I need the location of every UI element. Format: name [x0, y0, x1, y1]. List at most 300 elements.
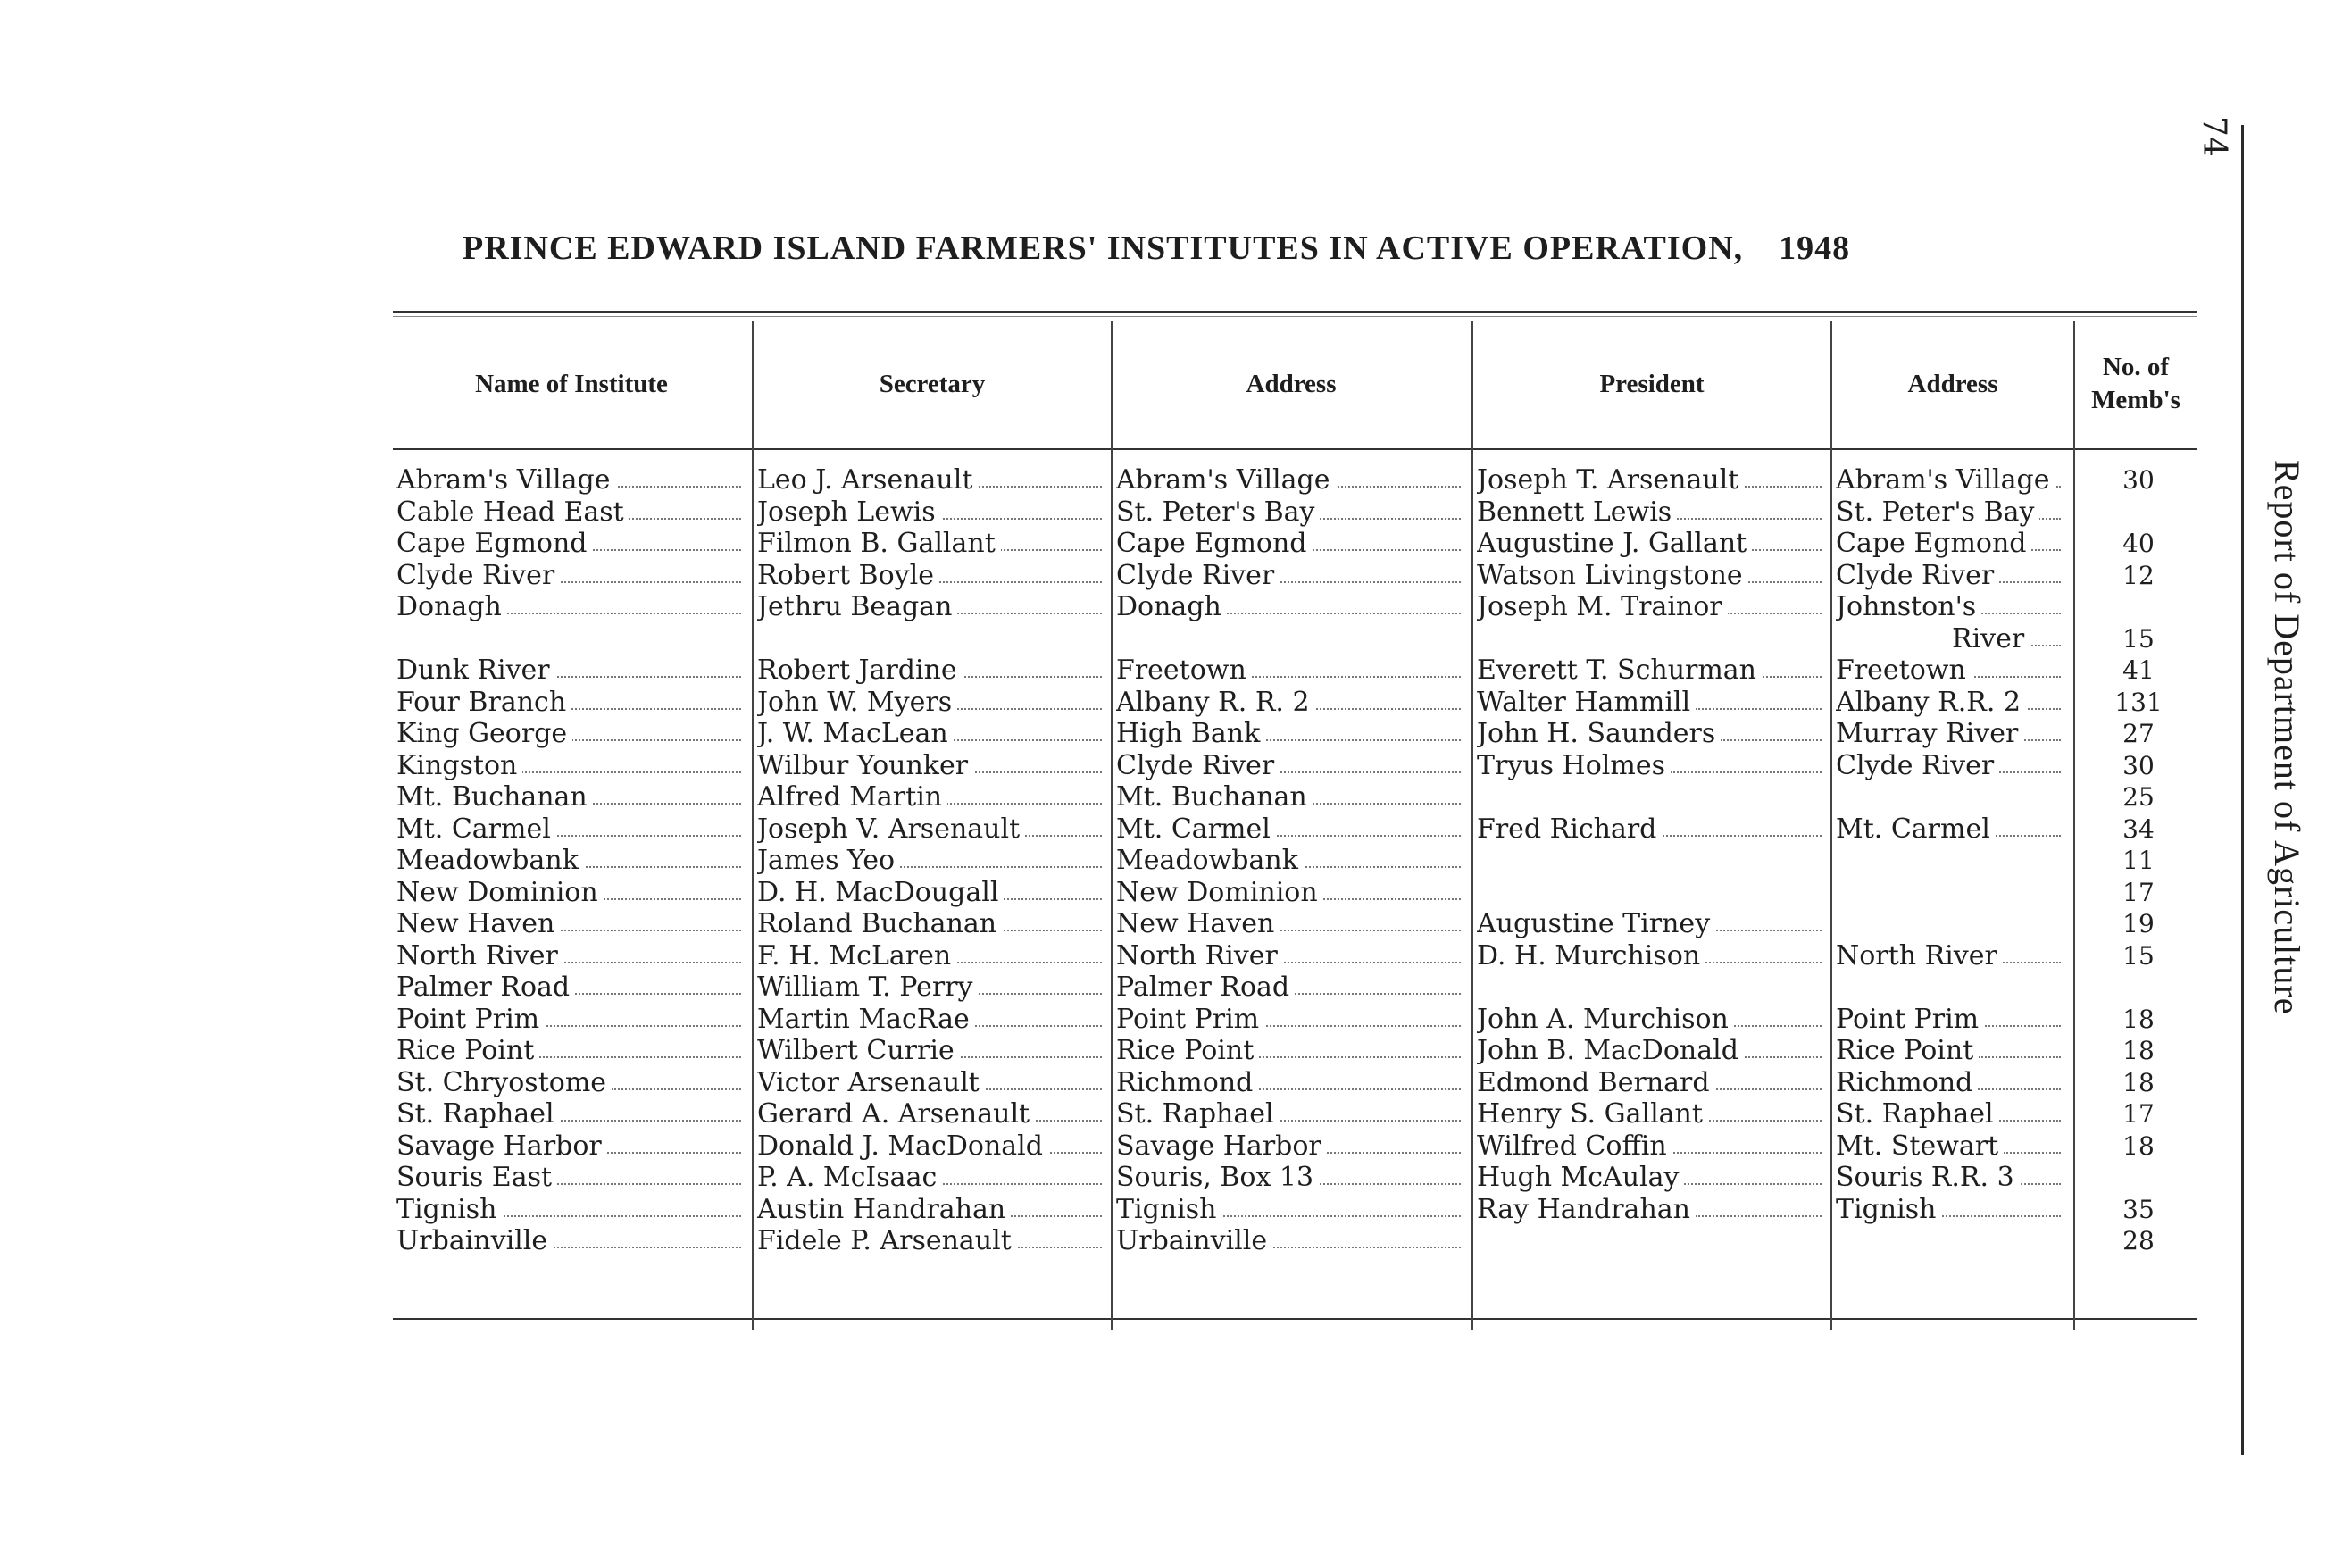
cell-address	[1116, 908, 1466, 940]
table-row	[393, 591, 2197, 655]
cell-secretary	[757, 1225, 1107, 1257]
cell-secretary-text: Austin Handrahan	[757, 1194, 1011, 1225]
cell-institute-text: Souris East	[396, 1162, 557, 1193]
cell-president-address	[1836, 1225, 2066, 1257]
cell-secretary	[757, 1162, 1107, 1194]
cell-secretary	[757, 591, 1107, 623]
cell-institute	[396, 908, 746, 940]
cell-institute	[396, 940, 746, 972]
cell-address-text: Albany R. R. 2	[1116, 687, 1315, 718]
cell-president-text: D. H. Murchison	[1477, 940, 1705, 972]
table-row	[393, 1162, 2197, 1194]
cell-president	[1477, 813, 1827, 846]
cell-address	[1116, 1194, 1466, 1226]
cell-institute-text: Dunk River	[396, 655, 555, 686]
cell-president	[1477, 940, 1827, 972]
cell-president-text: Joseph M. Trainor	[1477, 591, 1728, 622]
cell-secretary	[757, 845, 1107, 877]
cell-address-text: Clyde River	[1116, 750, 1280, 781]
cell-president-address	[1836, 1035, 2066, 1067]
cell-president	[1477, 1130, 1827, 1163]
cell-secretary-text: Wilbert Currie	[757, 1035, 960, 1066]
table-row	[393, 1194, 2197, 1226]
cell-secretary-text: William T. Perry	[757, 972, 978, 1003]
cell-institute-text: Abram's Village	[396, 464, 616, 496]
cell-address-text: Clyde River	[1116, 560, 1280, 591]
cell-secretary	[757, 1098, 1107, 1130]
table-row	[393, 496, 2197, 529]
header-secretary: Secretary	[879, 369, 986, 398]
cell-address	[1116, 1225, 1466, 1257]
cell-president-text	[1477, 1225, 1482, 1256]
cell-president-address	[1836, 1067, 2066, 1099]
cell-president	[1477, 1067, 1827, 1099]
cell-president-address	[1836, 813, 2066, 846]
cell-members: 18	[2122, 1036, 2155, 1065]
cell-president-address-text: Abram's Village	[1836, 464, 2055, 496]
cell-institute	[396, 655, 746, 687]
cell-institute	[396, 845, 746, 877]
cell-institute-text: Tignish	[396, 1194, 502, 1225]
cell-president	[1477, 1194, 1827, 1226]
table-row	[393, 655, 2197, 687]
table-row	[393, 940, 2197, 972]
cell-president-address-text	[1836, 845, 1841, 876]
cell-secretary-text: Joseph Lewis	[757, 496, 941, 528]
cell-president-address-text: North River	[1836, 940, 2003, 972]
cell-address-text: Rice Point	[1116, 1035, 1259, 1066]
cell-institute	[396, 750, 746, 782]
cell-president-address-text: Johnston's	[1836, 591, 1981, 622]
page-title	[463, 229, 1850, 268]
cell-institute	[396, 1067, 746, 1099]
cell-president-address-text: Clyde River	[1836, 750, 1999, 781]
cell-members: 15	[2122, 623, 2155, 654]
cell-institute-text: Savage Harbor	[396, 1130, 607, 1162]
cell-institute-text: Clyde River	[396, 560, 560, 591]
cell-president	[1477, 1035, 1827, 1067]
side-caption: Report of Department of Agriculture	[2267, 460, 2307, 1015]
cell-president-text: Augustine J. Gallant	[1477, 528, 1752, 559]
cell-secretary-text: Jethru Beagan	[757, 591, 957, 622]
cell-president-text: Walter Hammill	[1477, 687, 1696, 718]
header-members: No. of Memb's	[2091, 353, 2180, 414]
table-row	[393, 528, 2197, 560]
cell-president-address-text: Murray River	[1836, 718, 2023, 749]
title-text: PRINCE EDWARD ISLAND FARMERS' INSTITUTES IN ACTIVE OPERATION,	[463, 229, 1744, 267]
cell-address-text: St. Peter's Bay	[1116, 496, 1320, 528]
cell-address-text: High Bank	[1116, 718, 1265, 749]
cell-president-address-text	[1836, 972, 1841, 1003]
cell-members: 28	[2122, 1226, 2155, 1255]
cell-address-text: Savage Harbor	[1116, 1130, 1327, 1162]
cell-institute	[396, 877, 746, 909]
cell-address	[1116, 940, 1466, 972]
cell-president	[1477, 687, 1827, 719]
cell-address	[1116, 750, 1466, 782]
cell-president	[1477, 845, 1827, 877]
table-row	[393, 1067, 2197, 1099]
cell-president-address	[1836, 940, 2066, 972]
cell-president-text: Joseph T. Arsenault	[1477, 464, 1744, 496]
cell-members: 19	[2122, 909, 2155, 938]
cell-secretary-text: Gerard A. Arsenault	[757, 1098, 1035, 1130]
cell-institute-text: New Haven	[396, 908, 560, 939]
cell-address	[1116, 1004, 1466, 1036]
cell-institute-text: Meadowbank	[396, 845, 584, 876]
cell-president-address	[1836, 687, 2066, 719]
cell-president-text: Fred Richard	[1477, 813, 1662, 845]
table-header	[393, 321, 2197, 446]
cell-members: 17	[2122, 1099, 2155, 1129]
cell-president-address	[1836, 750, 2066, 782]
cell-address	[1116, 781, 1466, 813]
cell-members: 27	[2122, 719, 2155, 748]
table-top-rule	[393, 311, 2197, 313]
cell-president-address	[1836, 655, 2066, 687]
cell-secretary	[757, 940, 1107, 972]
cell-address	[1116, 687, 1466, 719]
cell-president-text: Augustine Tirney	[1477, 908, 1715, 939]
cell-institute	[396, 781, 746, 813]
cell-president-text	[1477, 877, 1482, 908]
cell-president-address-text	[1836, 908, 1841, 939]
cell-secretary	[757, 496, 1107, 529]
cell-institute-text: Cape Egmond	[396, 528, 592, 559]
cell-address	[1116, 591, 1466, 623]
cell-president	[1477, 464, 1827, 496]
table-row	[393, 972, 2197, 1004]
cell-president-address-text: Cape Egmond	[1836, 528, 2031, 559]
cell-secretary-text: Joseph V. Arsenault	[757, 813, 1025, 845]
cell-institute-text: King George	[396, 718, 572, 749]
cell-president	[1477, 908, 1827, 940]
cell-address-text: New Haven	[1116, 908, 1280, 939]
cell-address-text: Souris, Box 13	[1116, 1162, 1319, 1193]
cell-address-text: Mt. Carmel	[1116, 813, 1276, 845]
cell-secretary	[757, 972, 1107, 1004]
cell-president	[1477, 560, 1827, 592]
header-president-address: Address	[1907, 369, 1998, 398]
cell-president-address-text: Mt. Carmel	[1836, 813, 1996, 845]
cell-institute-text: Palmer Road	[396, 972, 575, 1003]
cell-members: 18	[2122, 1130, 2155, 1161]
cell-secretary-text: Alfred Martin	[757, 781, 947, 813]
cell-president-address-text: Souris R.R. 3	[1836, 1162, 2020, 1193]
cell-institute	[396, 1004, 746, 1036]
cell-institute	[396, 687, 746, 719]
cell-secretary	[757, 1035, 1107, 1067]
cell-institute-text: Kingston	[396, 750, 522, 781]
table-row	[393, 908, 2197, 940]
header-institute: Name of Institute	[475, 369, 668, 398]
cell-secretary-text: Robert Jardine	[757, 655, 963, 686]
cell-institute-text: Mt. Carmel	[396, 813, 556, 845]
cell-institute	[396, 972, 746, 1004]
cell-members: 35	[2122, 1194, 2155, 1224]
cell-president-address	[1836, 1130, 2066, 1163]
cell-president-address	[1836, 1194, 2066, 1226]
cell-president-text	[1477, 845, 1482, 876]
cell-secretary-text: Roland Buchanan	[757, 908, 1002, 939]
cell-president-address	[1836, 1098, 2066, 1130]
cell-secretary-text: J. W. MacLean	[757, 718, 954, 749]
cell-president-text	[1477, 781, 1482, 813]
cell-institute	[396, 528, 746, 560]
cell-address-text: Palmer Road	[1116, 972, 1295, 1003]
cell-institute	[396, 813, 746, 846]
table-row	[393, 813, 2197, 846]
cell-president-address-text: Tignish	[1836, 1194, 1941, 1225]
cell-institute-text: New Dominion	[396, 877, 604, 908]
table-row	[393, 687, 2197, 719]
cell-president-address-text: Albany R.R. 2	[1836, 687, 2026, 718]
cell-members: 12	[2122, 560, 2155, 590]
cell-secretary-text: Wilbur Younker	[757, 750, 973, 781]
cell-secretary-text: D. H. MacDougall	[757, 877, 1004, 908]
table-row	[393, 560, 2197, 592]
cell-members: 25	[2122, 782, 2155, 812]
cell-address-text: Point Prim	[1116, 1004, 1264, 1035]
cell-members: 40	[2122, 529, 2155, 558]
cell-president-address	[1836, 496, 2066, 529]
cell-president-address-text: Freetown	[1836, 655, 1972, 686]
cell-secretary-text: Robert Boyle	[757, 560, 939, 591]
cell-president	[1477, 750, 1827, 782]
cell-president-address-text: Richmond	[1836, 1067, 1978, 1098]
cell-institute	[396, 560, 746, 592]
cell-president-text: John B. MacDonald	[1477, 1035, 1744, 1066]
cell-secretary	[757, 560, 1107, 592]
cell-president	[1477, 1098, 1827, 1130]
cell-president-address-text: Point Prim	[1836, 1004, 1984, 1035]
cell-president-address	[1836, 908, 2066, 940]
cell-president	[1477, 1004, 1827, 1036]
cell-secretary	[757, 908, 1107, 940]
cell-president-text: Everett T. Schurman	[1477, 655, 1762, 686]
cell-secretary-text: F. H. McLaren	[757, 940, 956, 972]
cell-address-text: Meadowbank	[1116, 845, 1304, 876]
cell-members: 34	[2122, 813, 2155, 844]
cell-institute-text: Urbainville	[396, 1225, 553, 1256]
cell-members: 131	[2114, 687, 2163, 717]
cell-president-text	[1477, 972, 1482, 1003]
cell-members: 11	[2122, 846, 2155, 875]
cell-institute	[396, 1130, 746, 1163]
header-address: Address	[1246, 369, 1337, 398]
cell-secretary-text: John W. Myers	[757, 687, 957, 718]
cell-institute-text: Donagh	[396, 591, 507, 622]
cell-address-text: Mt. Buchanan	[1116, 781, 1313, 813]
cell-institute-text: St. Chryostome	[396, 1067, 612, 1098]
cell-president-address	[1836, 781, 2066, 813]
cell-address	[1116, 718, 1466, 750]
table-row	[393, 1130, 2197, 1163]
cell-president-text: Hugh McAulay	[1477, 1162, 1684, 1193]
cell-president-address	[1836, 464, 2066, 496]
cell-address	[1116, 1130, 1466, 1163]
cell-institute	[396, 1098, 746, 1130]
title-year: 1948	[1779, 229, 1851, 267]
cell-president	[1477, 972, 1827, 1004]
table-row	[393, 464, 2197, 496]
cell-president-address-text: Rice Point	[1836, 1035, 1979, 1066]
cell-president-address-text	[1836, 877, 1841, 908]
header-president: President	[1599, 369, 1705, 398]
table-row	[393, 1004, 2197, 1036]
cell-president-address	[1836, 560, 2066, 592]
cell-institute-text: Rice Point	[396, 1035, 539, 1066]
cell-president-address-text: St. Peter's Bay	[1836, 496, 2039, 528]
table-row	[393, 845, 2197, 877]
cell-secretary-text: Donald J. MacDonald	[757, 1130, 1048, 1162]
cell-secretary-text: James Yeo	[757, 845, 900, 876]
cell-president-address	[1836, 845, 2066, 877]
cell-president-text: Ray Handrahan	[1477, 1194, 1696, 1225]
cell-address	[1116, 464, 1466, 496]
cell-address	[1116, 655, 1466, 687]
cell-institute	[396, 496, 746, 529]
cell-address	[1116, 1098, 1466, 1130]
cell-president	[1477, 496, 1827, 529]
binding-rule	[2241, 125, 2244, 1455]
cell-institute-text: Mt. Buchanan	[396, 781, 593, 813]
cell-secretary	[757, 781, 1107, 813]
cell-address	[1116, 560, 1466, 592]
cell-president	[1477, 718, 1827, 750]
cell-members: 17	[2122, 877, 2155, 907]
cell-president-address	[1836, 1004, 2066, 1036]
cell-members: 30	[2122, 750, 2155, 780]
cell-president-address-text: Clyde River	[1836, 560, 1999, 591]
table-row	[393, 877, 2197, 909]
cell-institute	[396, 464, 746, 496]
cell-president-address-text	[1836, 1225, 1841, 1256]
cell-address	[1116, 813, 1466, 846]
header-bottom-rule	[393, 448, 2197, 450]
cell-address-text: Freetown	[1116, 655, 1252, 686]
cell-address-text: Cape Egmond	[1116, 528, 1312, 559]
cell-president-address-text: St. Raphael	[1836, 1098, 1999, 1130]
cell-secretary	[757, 687, 1107, 719]
cell-address-text: North River	[1116, 940, 1283, 972]
cell-members: 18	[2122, 1004, 2155, 1034]
cell-secretary-text: Martin MacRae	[757, 1004, 975, 1035]
cell-secretary	[757, 813, 1107, 846]
cell-address-text: Donagh	[1116, 591, 1227, 622]
cell-institute	[396, 1035, 746, 1067]
cell-secretary-text: Fidele P. Arsenault	[757, 1225, 1017, 1256]
cell-president-address-continuation	[1836, 623, 2066, 655]
cell-address	[1116, 496, 1466, 529]
cell-secretary-text: P. A. McIsaac	[757, 1162, 942, 1193]
cell-address-text: Richmond	[1116, 1067, 1258, 1098]
cell-members: 15	[2122, 940, 2155, 971]
cell-institute-text: North River	[396, 940, 563, 972]
cell-address-text: Abram's Village	[1116, 464, 1336, 496]
cell-institute-text: St. Raphael	[396, 1098, 560, 1130]
cell-secretary	[757, 750, 1107, 782]
table-bottom-rule	[393, 1318, 2197, 1320]
cell-secretary-text: Victor Arsenault	[757, 1067, 985, 1098]
cell-institute	[396, 1162, 746, 1194]
cell-president-text: Watson Livingstone	[1477, 560, 1748, 591]
cell-secretary-text: Filmon B. Gallant	[757, 528, 1001, 559]
cell-president	[1477, 781, 1827, 813]
cell-address-text: St. Raphael	[1116, 1098, 1280, 1130]
page-number: 74	[2196, 116, 2232, 157]
cell-address	[1116, 877, 1466, 909]
cell-president-text: Henry S. Gallant	[1477, 1098, 1708, 1130]
cell-secretary-text: Leo J. Arsenault	[757, 464, 978, 496]
cell-address	[1116, 1035, 1466, 1067]
table-row	[393, 1098, 2197, 1130]
cell-president	[1477, 655, 1827, 687]
cell-president-text: Wilfred Coffin	[1477, 1130, 1672, 1162]
cell-institute-text: Four Branch	[396, 687, 571, 718]
cell-secretary	[757, 655, 1107, 687]
cell-president	[1477, 1162, 1827, 1194]
cell-institute	[396, 718, 746, 750]
cell-secretary	[757, 1130, 1107, 1163]
cell-members: 18	[2122, 1067, 2155, 1097]
cell-secretary	[757, 1067, 1107, 1099]
cell-president	[1477, 528, 1827, 560]
cell-address	[1116, 1162, 1466, 1194]
cell-president-address	[1836, 1162, 2066, 1194]
cell-address	[1116, 972, 1466, 1004]
institutes-table	[393, 321, 2197, 1256]
cell-president	[1477, 1225, 1827, 1257]
cell-president	[1477, 877, 1827, 909]
cell-address	[1116, 528, 1466, 560]
table-row	[393, 1035, 2197, 1067]
cell-secretary	[757, 877, 1107, 909]
cell-president-address-text-2: River	[1836, 623, 2030, 655]
cell-secretary	[757, 464, 1107, 496]
table-top-rule-thin	[393, 316, 2197, 317]
cell-president-address	[1836, 528, 2066, 560]
table-row	[393, 750, 2197, 782]
cell-institute-text: Point Prim	[396, 1004, 545, 1035]
cell-secretary	[757, 1004, 1107, 1036]
table-row	[393, 1225, 2197, 1257]
cell-president-address-text	[1836, 781, 1841, 813]
cell-president-address	[1836, 972, 2066, 1004]
cell-president-address	[1836, 591, 2066, 655]
cell-address	[1116, 845, 1466, 877]
cell-president-text: Edmond Bernard	[1477, 1067, 1715, 1098]
cell-secretary	[757, 528, 1107, 560]
cell-secretary	[757, 1194, 1107, 1226]
cell-president-address	[1836, 718, 2066, 750]
cell-address-text: New Dominion	[1116, 877, 1323, 908]
cell-members: 30	[2122, 465, 2155, 495]
cell-institute	[396, 591, 746, 623]
table-row	[393, 781, 2197, 813]
cell-secretary	[757, 718, 1107, 750]
table-row	[393, 718, 2197, 750]
cell-president-text: John H. Saunders	[1477, 718, 1721, 749]
cell-president-address-text: Mt. Stewart	[1836, 1130, 2004, 1162]
cell-president-text: John A. Murchison	[1477, 1004, 1734, 1035]
cell-president-text: Tryus Holmes	[1477, 750, 1671, 781]
cell-members: 41	[2122, 655, 2155, 685]
table-body	[393, 464, 2197, 1257]
cell-institute-text: Cable Head East	[396, 496, 629, 528]
cell-president-address	[1836, 877, 2066, 909]
cell-address	[1116, 1067, 1466, 1099]
